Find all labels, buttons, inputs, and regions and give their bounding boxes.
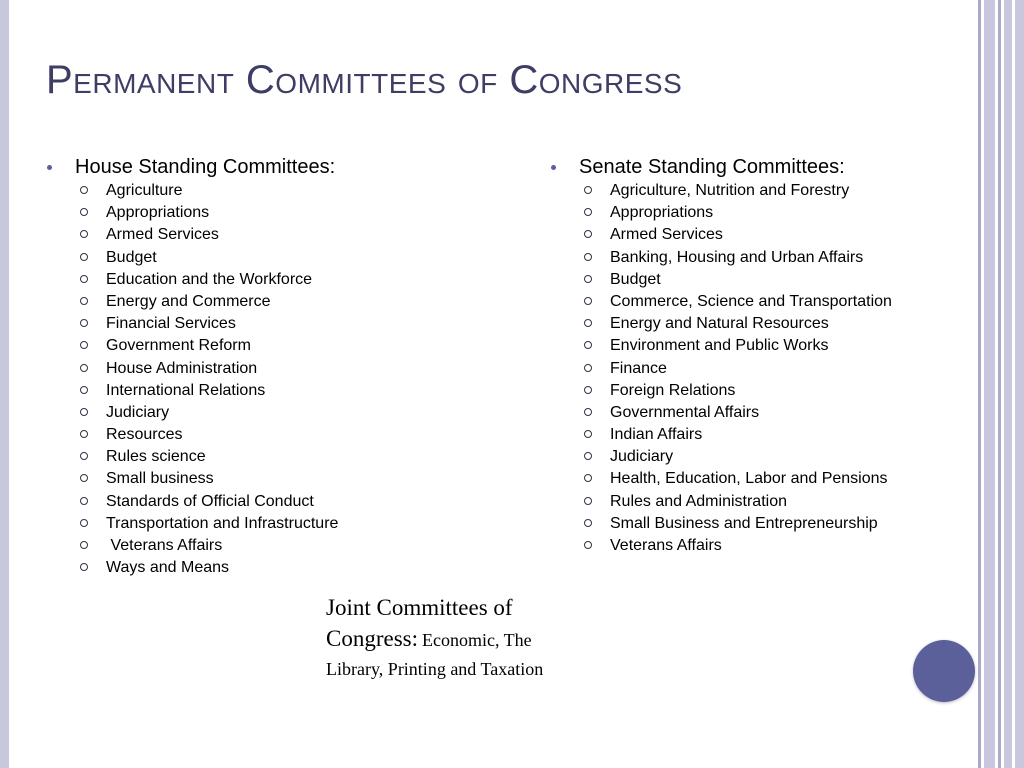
- hollow-circle-bullet-icon: [584, 430, 592, 438]
- committee-name: Budget: [610, 270, 661, 288]
- committee-name: International Relations: [106, 381, 266, 399]
- committee-name: Indian Affairs: [610, 426, 703, 444]
- hollow-circle-bullet-icon: [80, 364, 88, 372]
- committee-name: Commerce, Science and Transportation: [610, 292, 892, 310]
- list-item: [548, 513, 958, 535]
- slide-title: Permanent Committees of Congress: [46, 58, 683, 102]
- list-item: [44, 513, 514, 535]
- hollow-circle-bullet-icon: [584, 541, 592, 549]
- committee-name: Governmental Affairs: [610, 403, 760, 421]
- hollow-circle-bullet-icon: [80, 497, 88, 505]
- hollow-circle-bullet-icon: [80, 408, 88, 416]
- hollow-circle-bullet-icon: [584, 275, 592, 283]
- list-item: [548, 424, 958, 446]
- stripe-1: [978, 0, 981, 768]
- list-item: [44, 313, 514, 335]
- list-item: [548, 269, 958, 291]
- list-item: [548, 247, 958, 269]
- committee-name: Energy and Commerce: [106, 292, 271, 310]
- list-item: [548, 491, 958, 513]
- list-item: [44, 380, 514, 402]
- list-item: [548, 335, 958, 357]
- bullet-dot-icon: [551, 165, 556, 170]
- house-committee-list: [44, 180, 514, 579]
- hollow-circle-bullet-icon: [584, 297, 592, 305]
- hollow-circle-bullet-icon: [80, 386, 88, 394]
- house-column: [44, 154, 514, 579]
- senate-heading-row: [548, 154, 958, 180]
- hollow-circle-bullet-icon: [584, 408, 592, 416]
- committee-name: Agriculture: [106, 182, 183, 199]
- committee-name: Armed Services: [610, 226, 723, 244]
- committee-name: Rules science: [106, 448, 206, 466]
- list-item: [44, 224, 514, 246]
- committee-name: Finance: [610, 359, 667, 377]
- hollow-circle-bullet-icon: [584, 386, 592, 394]
- stripe-2: [984, 0, 995, 768]
- hollow-circle-bullet-icon: [80, 563, 88, 571]
- committee-name: Education and the Workforce: [106, 270, 313, 288]
- hollow-circle-bullet-icon: [80, 208, 88, 216]
- list-item: [548, 402, 958, 424]
- list-item: [44, 247, 514, 269]
- list-item: [44, 202, 514, 224]
- hollow-circle-bullet-icon: [584, 364, 592, 372]
- committee-name: Ways and Means: [106, 559, 230, 577]
- committee-name: Small Business and Entrepreneurship: [610, 514, 878, 532]
- list-item: [44, 269, 514, 291]
- list-item: [548, 358, 958, 380]
- list-item: [548, 380, 958, 402]
- hollow-circle-bullet-icon: [80, 275, 88, 283]
- stripe-4: [1004, 0, 1012, 768]
- list-item: [44, 291, 514, 313]
- committee-name: Appropriations: [610, 204, 714, 222]
- committee-name: Environment and Public Works: [610, 337, 829, 355]
- right-border-stripes: [978, 0, 1024, 768]
- committee-name: Judiciary: [610, 448, 674, 466]
- hollow-circle-bullet-icon: [584, 186, 592, 194]
- committee-name: Financial Services: [106, 315, 236, 333]
- list-item: [44, 446, 514, 468]
- hollow-circle-bullet-icon: [584, 230, 592, 238]
- committee-name: House Administration: [106, 359, 258, 377]
- list-item: [44, 335, 514, 357]
- list-item: [548, 313, 958, 335]
- committee-name: Appropriations: [106, 204, 210, 222]
- list-item: [548, 468, 958, 490]
- house-heading-row: [44, 154, 514, 180]
- hollow-circle-bullet-icon: [80, 253, 88, 261]
- committee-name: Health, Education, Labor and Pensions: [610, 470, 888, 488]
- list-item: [44, 491, 514, 513]
- hollow-circle-bullet-icon: [80, 319, 88, 327]
- list-item: [548, 180, 958, 202]
- hollow-circle-bullet-icon: [584, 452, 592, 460]
- hollow-circle-bullet-icon: [80, 452, 88, 460]
- senate-committee-list: [548, 180, 958, 557]
- hollow-circle-bullet-icon: [80, 519, 88, 527]
- committee-name: Veterans Affairs: [610, 537, 722, 554]
- committee-name: Energy and Natural Resources: [610, 315, 829, 333]
- list-item: [44, 424, 514, 446]
- committee-name: Foreign Relations: [610, 381, 736, 399]
- list-item: [548, 224, 958, 246]
- list-item: [44, 180, 514, 202]
- list-item: [44, 535, 514, 557]
- hollow-circle-bullet-icon: [80, 186, 88, 194]
- list-item: [44, 557, 514, 579]
- joint-committees-lead: Joint Committees of Congress:: [326, 595, 513, 651]
- hollow-circle-bullet-icon: [80, 341, 88, 349]
- committee-name: Banking, Housing and Urban Affairs: [610, 248, 864, 266]
- list-item: [44, 402, 514, 424]
- committee-name: Resources: [106, 426, 183, 444]
- committee-name: Veterans Affairs: [106, 537, 223, 554]
- hollow-circle-bullet-icon: [80, 430, 88, 438]
- list-item: [44, 468, 514, 490]
- hollow-circle-bullet-icon: [584, 497, 592, 505]
- accent-circle: [913, 640, 975, 702]
- committee-name: Judiciary: [106, 403, 170, 421]
- list-item: [548, 291, 958, 313]
- house-heading: House Standing Committees:: [75, 156, 336, 178]
- hollow-circle-bullet-icon: [80, 541, 88, 549]
- list-item: [44, 358, 514, 380]
- committee-name: Rules and Administration: [610, 492, 787, 510]
- hollow-circle-bullet-icon: [584, 519, 592, 527]
- committee-name: Standards of Official Conduct: [106, 492, 314, 510]
- committee-name: Small business: [106, 470, 214, 488]
- committee-name: Budget: [106, 248, 157, 266]
- list-item: [548, 446, 958, 468]
- bullet-dot-icon: [47, 165, 52, 170]
- list-item: [548, 535, 958, 557]
- joint-committees-note: [326, 594, 576, 685]
- list-item: [548, 202, 958, 224]
- hollow-circle-bullet-icon: [80, 230, 88, 238]
- hollow-circle-bullet-icon: [584, 253, 592, 261]
- senate-column: [548, 154, 958, 557]
- committee-name: Armed Services: [106, 226, 219, 244]
- hollow-circle-bullet-icon: [80, 297, 88, 305]
- committee-name: Government Reform: [106, 337, 251, 355]
- committee-name: Transportation and Infrastructure: [106, 514, 339, 532]
- hollow-circle-bullet-icon: [584, 208, 592, 216]
- stripe-5: [1015, 0, 1024, 768]
- hollow-circle-bullet-icon: [584, 319, 592, 327]
- left-border: [0, 0, 9, 768]
- committee-name: Agriculture, Nutrition and Forestry: [610, 182, 850, 199]
- hollow-circle-bullet-icon: [584, 341, 592, 349]
- joint-committees-list: Economic, The Library, Printing and Taxation: [326, 630, 544, 679]
- senate-heading: Senate Standing Committees:: [579, 156, 845, 178]
- stripe-3: [998, 0, 1001, 768]
- hollow-circle-bullet-icon: [80, 474, 88, 482]
- hollow-circle-bullet-icon: [584, 474, 592, 482]
